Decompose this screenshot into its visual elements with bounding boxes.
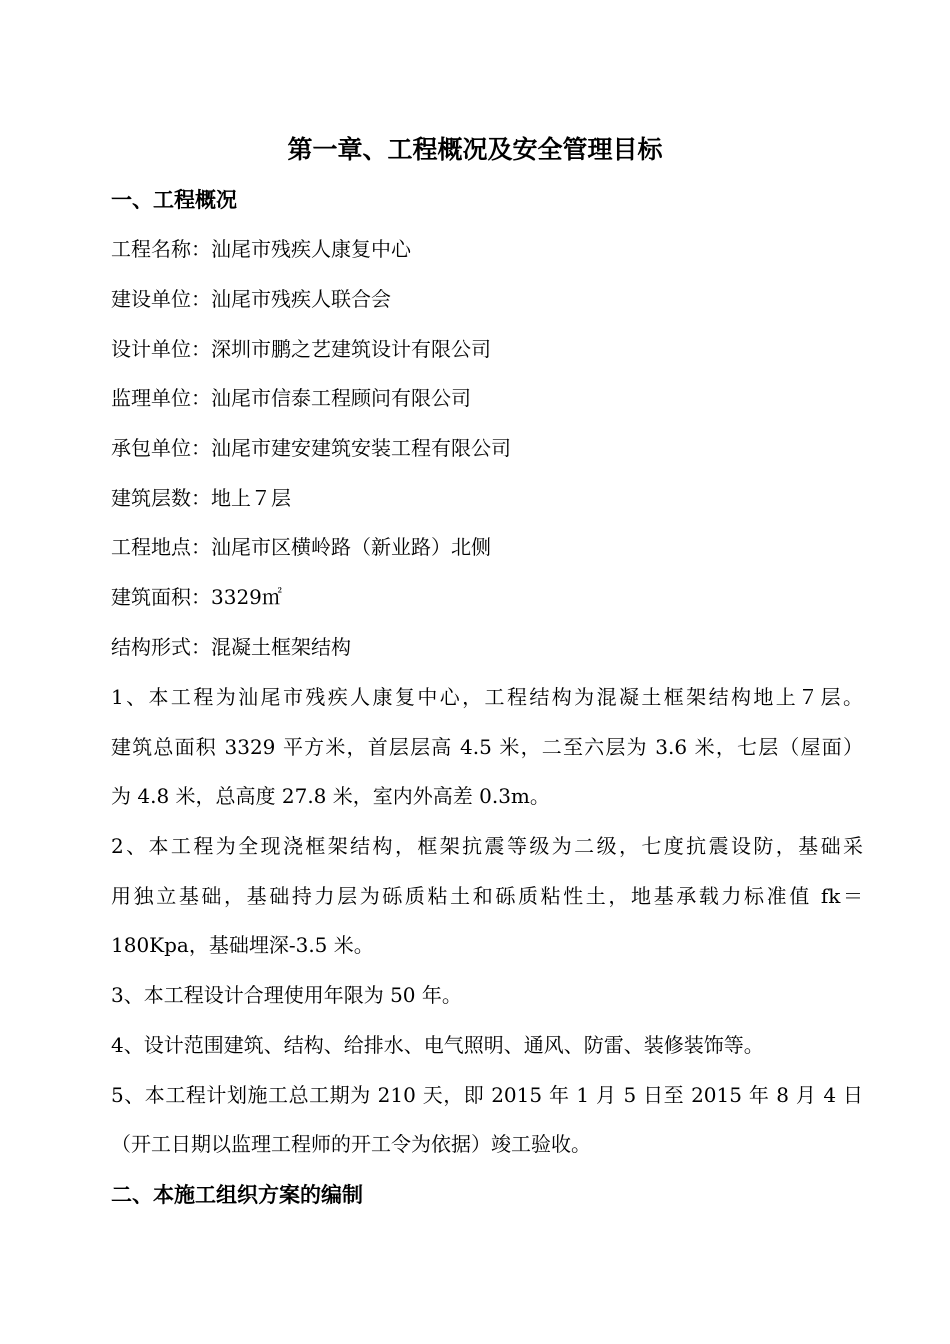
paragraph-1-line-3: 为 4.8 米，总高度 27.8 米，室内外高差 0.3m。 [111, 784, 550, 808]
chapter-title: 第一章、工程概况及安全管理目标 [287, 135, 663, 164]
paragraph-1-line-1: 1、本工程为汕尾市残疾人康复中心，工程结构为混凝土框架结构地上７层。 [111, 685, 863, 709]
section-heading-overview: 一、工程概况 [111, 187, 237, 212]
paragraph-4-line-1: 4、设计范围建筑、结构、给排水、电气照明、通风、防雷、装修装饰等。 [111, 1033, 764, 1057]
field-structure: 结构形式：混凝土框架结构 [111, 635, 351, 659]
field-project-name: 工程名称：汕尾市残疾人康复中心 [111, 237, 411, 261]
paragraph-1-line-2: 建筑总面积 3329 平方米，首层层高 4.5 米，二至六层为 3.6 米，七层（屋面） [111, 735, 863, 759]
paragraph-2-line-2: 用独立基础，基础持力层为砾质粘土和砾质粘性土，地基承载力标准值 fk＝ [111, 884, 863, 908]
section-heading-plan: 二、本施工组织方案的编制 [111, 1182, 363, 1207]
paragraph-2-line-3: 180Kpa，基础埋深-3.5 米。 [111, 933, 374, 957]
field-contractor: 承包单位：汕尾市建安建筑安装工程有限公司 [111, 436, 511, 460]
field-designer: 设计单位：深圳市鹏之艺建筑设计有限公司 [111, 337, 491, 361]
paragraph-5-line-1: 5、本工程计划施工总工期为 210 天，即 2015 年 1 月 5 日至 2015 年 8 月 4 日 [111, 1083, 863, 1107]
field-floors: 建筑层数：地上７层 [111, 486, 291, 510]
field-owner: 建设单位：汕尾市残疾人联合会 [111, 287, 391, 311]
paragraph-3-line-1: 3、本工程设计合理使用年限为 50 年。 [111, 983, 462, 1007]
paragraph-5-line-2: （开工日期以监理工程师的开工令为依据）竣工验收。 [111, 1132, 591, 1156]
field-area: 建筑面积：3329㎡ [111, 585, 282, 609]
field-supervisor: 监理单位：汕尾市信泰工程顾问有限公司 [111, 386, 471, 410]
paragraph-2-line-1: 2、本工程为全现浇框架结构，框架抗震等级为二级，七度抗震设防，基础采 [111, 834, 863, 858]
field-location: 工程地点：汕尾市区横岭路（新业路）北侧 [111, 535, 491, 559]
